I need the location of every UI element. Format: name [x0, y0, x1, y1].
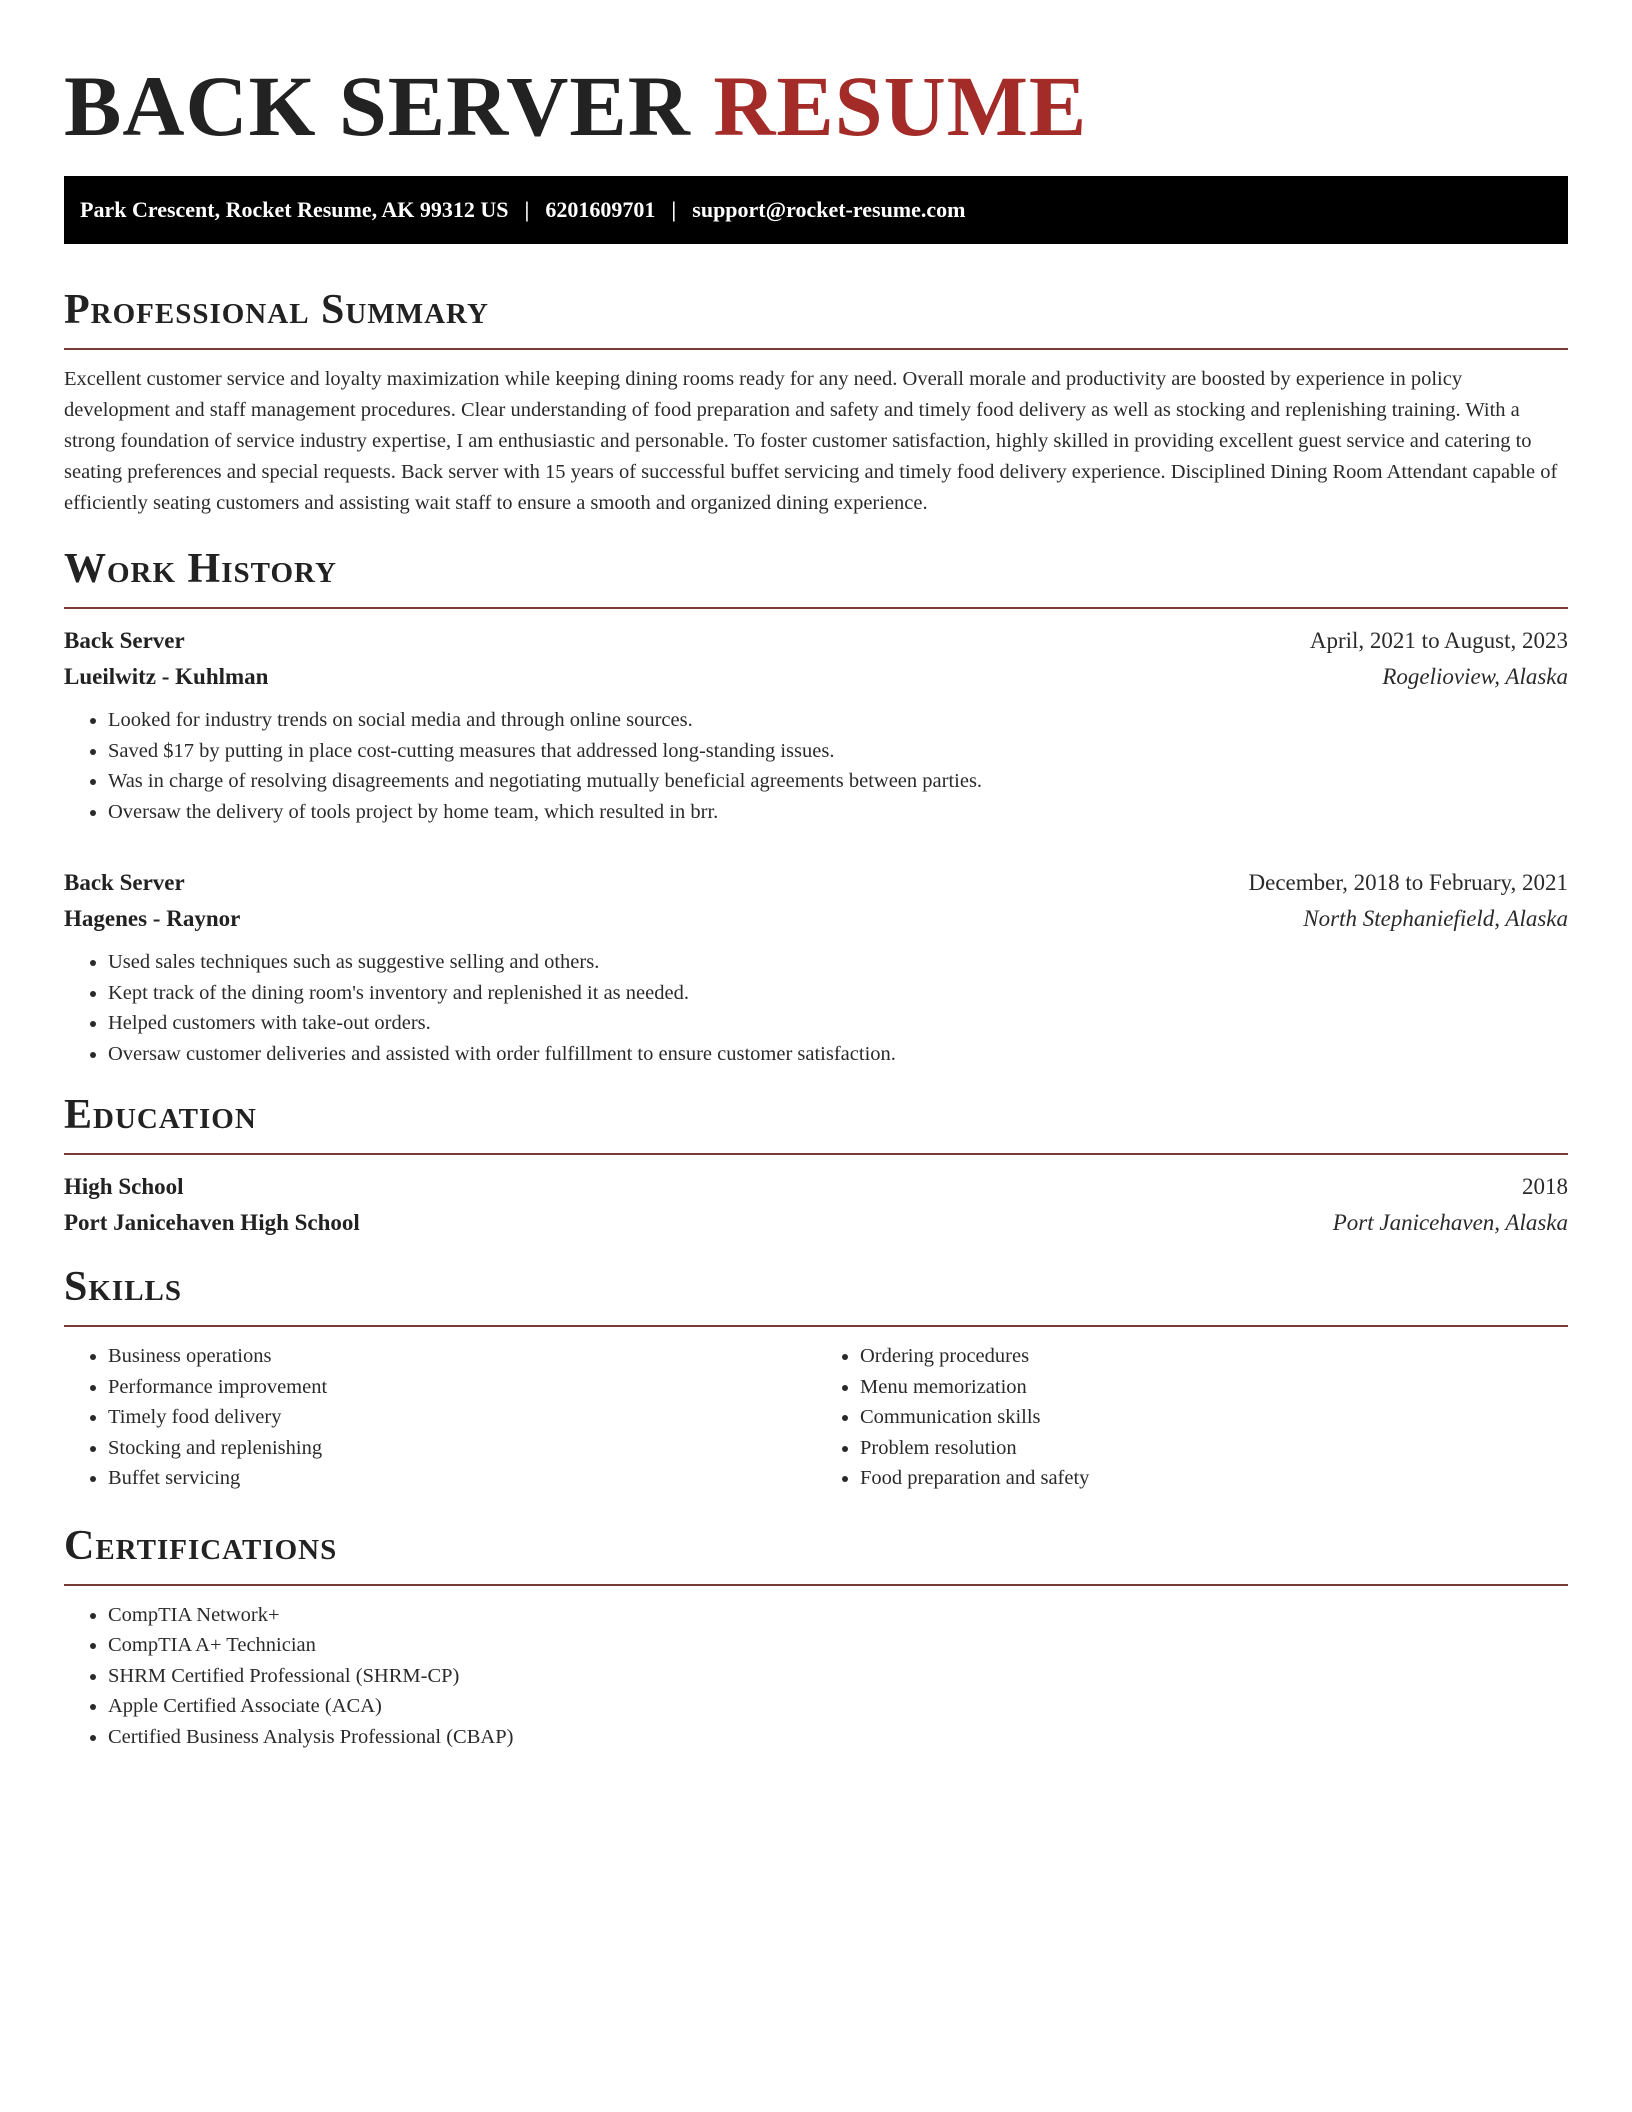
job-bullets: [64, 947, 1568, 1069]
job-header-row: [64, 623, 1568, 659]
resume-title: [64, 56, 1568, 156]
skills-section: [64, 1265, 1568, 1494]
section-divider: [64, 607, 1568, 609]
job-bullet: • Oversaw the delivery of tools project by home team, which resulted in brr.: [108, 797, 1568, 828]
job-title: Back Server: [64, 628, 185, 653]
section-divider: [64, 1153, 1568, 1155]
job-bullet: • Looked for industry trends on social media and through online sources.: [108, 705, 1568, 736]
skill-item: • Timely food delivery: [108, 1402, 816, 1433]
job-company: Hagenes - Raynor: [64, 906, 241, 931]
education-location: Port Janicehaven, Alaska: [1332, 1210, 1568, 1235]
skill-item: • Ordering procedures: [860, 1341, 1568, 1372]
section-divider: [64, 1584, 1568, 1586]
job-entry: [64, 865, 1568, 1069]
contact-email: support@rocket-resume.com: [692, 197, 966, 222]
job-bullet: • Kept track of the dining room's inventory and replenished it as needed.: [108, 978, 1568, 1009]
section-divider: [64, 1325, 1568, 1327]
job-bullet: • Oversaw customer deliveries and assisted with order fulfillment to ensure customer satisfaction.: [108, 1039, 1568, 1070]
skills-list-left: [64, 1341, 816, 1494]
skill-item: • Communication skills: [860, 1402, 1568, 1433]
job-company: Lueilwitz - Kuhlman: [64, 664, 269, 689]
title-accent: RESUME: [713, 58, 1088, 154]
job-company-row: [64, 659, 1568, 695]
certifications-list: [64, 1600, 1568, 1753]
education-year: 2018: [1522, 1174, 1568, 1199]
certifications-section: [64, 1524, 1568, 1753]
job-dates: April, 2021 to August, 2023: [1309, 628, 1568, 653]
skill-item: • Problem resolution: [860, 1433, 1568, 1464]
education-school: Port Janicehaven High School: [64, 1210, 360, 1235]
certification-item: • CompTIA Network+: [108, 1600, 1568, 1631]
job-company-row: [64, 901, 1568, 937]
section-divider: [64, 348, 1568, 350]
contact-separator: |: [671, 197, 677, 222]
education-header-row: [64, 1169, 1568, 1205]
certifications-heading: Certifications: [64, 1522, 338, 1569]
job-location: North Stephaniefield, Alaska: [1303, 906, 1568, 931]
summary-heading: Professional Summary: [64, 287, 489, 333]
certification-item: • CompTIA A+ Technician: [108, 1630, 1568, 1661]
summary-text: Excellent customer service and loyalty maximization while keeping dining rooms ready for any need. Overall morale and productivity are boosted by experience in policy development and staff management procedures. Clear understanding of food preparation and safety and timely food delivery as well as stocking and replenishing training. With a strong foundation of service industry expertise, I am enthusiastic and personable. To foster customer satisfaction, highly skilled in providing excellent guest service and catering to seating preferences and special requests. Back server with 15 years of successful buffet servicing and timely food delivery experience. Disciplined Dining Room Attendant capable of efficiently seating customers and assisting wait staff to ensure a smooth and organized dining experience.: [64, 368, 1558, 514]
education-heading: Education: [64, 1092, 257, 1138]
education-school-row: [64, 1205, 1568, 1241]
skills-columns: [64, 1341, 1568, 1494]
contact-bar: [64, 176, 1568, 244]
skill-item: • Performance improvement: [108, 1372, 816, 1403]
work-history-section: [64, 547, 1568, 1069]
education-entry: [64, 1169, 1568, 1241]
skill-item: • Business operations: [108, 1341, 816, 1372]
job-bullet: • Was in charge of resolving disagreements and negotiating mutually beneficial agreements between parties.: [108, 766, 1568, 797]
certification-item: • SHRM Certified Professional (SHRM-CP): [108, 1661, 1568, 1692]
job-header-row: [64, 865, 1568, 901]
contact-address: Park Crescent, Rocket Resume, AK 99312 US: [80, 197, 509, 222]
skills-heading: Skills: [64, 1264, 183, 1310]
certification-item: • Apple Certified Associate (ACA): [108, 1691, 1568, 1722]
job-bullets: [64, 705, 1568, 827]
job-dates: December, 2018 to February, 2021: [1248, 870, 1568, 895]
job-bullet: • Helped customers with take-out orders.: [108, 1008, 1568, 1039]
job-entry: [64, 623, 1568, 827]
contact-phone: 6201609701: [545, 197, 656, 222]
skill-item: • Menu memorization: [860, 1372, 1568, 1403]
skills-list-right: [816, 1341, 1568, 1494]
title-main: BACK SERVER: [64, 58, 691, 154]
certification-item: • Certified Business Analysis Professional (CBAP): [108, 1722, 1568, 1753]
education-degree: High School: [64, 1174, 184, 1199]
contact-separator: |: [524, 197, 530, 222]
skill-item: • Buffet servicing: [108, 1463, 816, 1494]
summary-section: [64, 288, 1568, 519]
job-bullet: • Saved $17 by putting in place cost-cutting measures that addressed long-standing issues.: [108, 736, 1568, 767]
skill-item: • Stocking and replenishing: [108, 1433, 816, 1464]
job-title: Back Server: [64, 870, 185, 895]
job-location: Rogelioview, Alaska: [1382, 664, 1568, 689]
education-section: [64, 1093, 1568, 1241]
work-history-heading: Work History: [64, 546, 337, 592]
job-bullet: • Used sales techniques such as suggestive selling and others.: [108, 947, 1568, 978]
skill-item: • Food preparation and safety: [860, 1463, 1568, 1494]
